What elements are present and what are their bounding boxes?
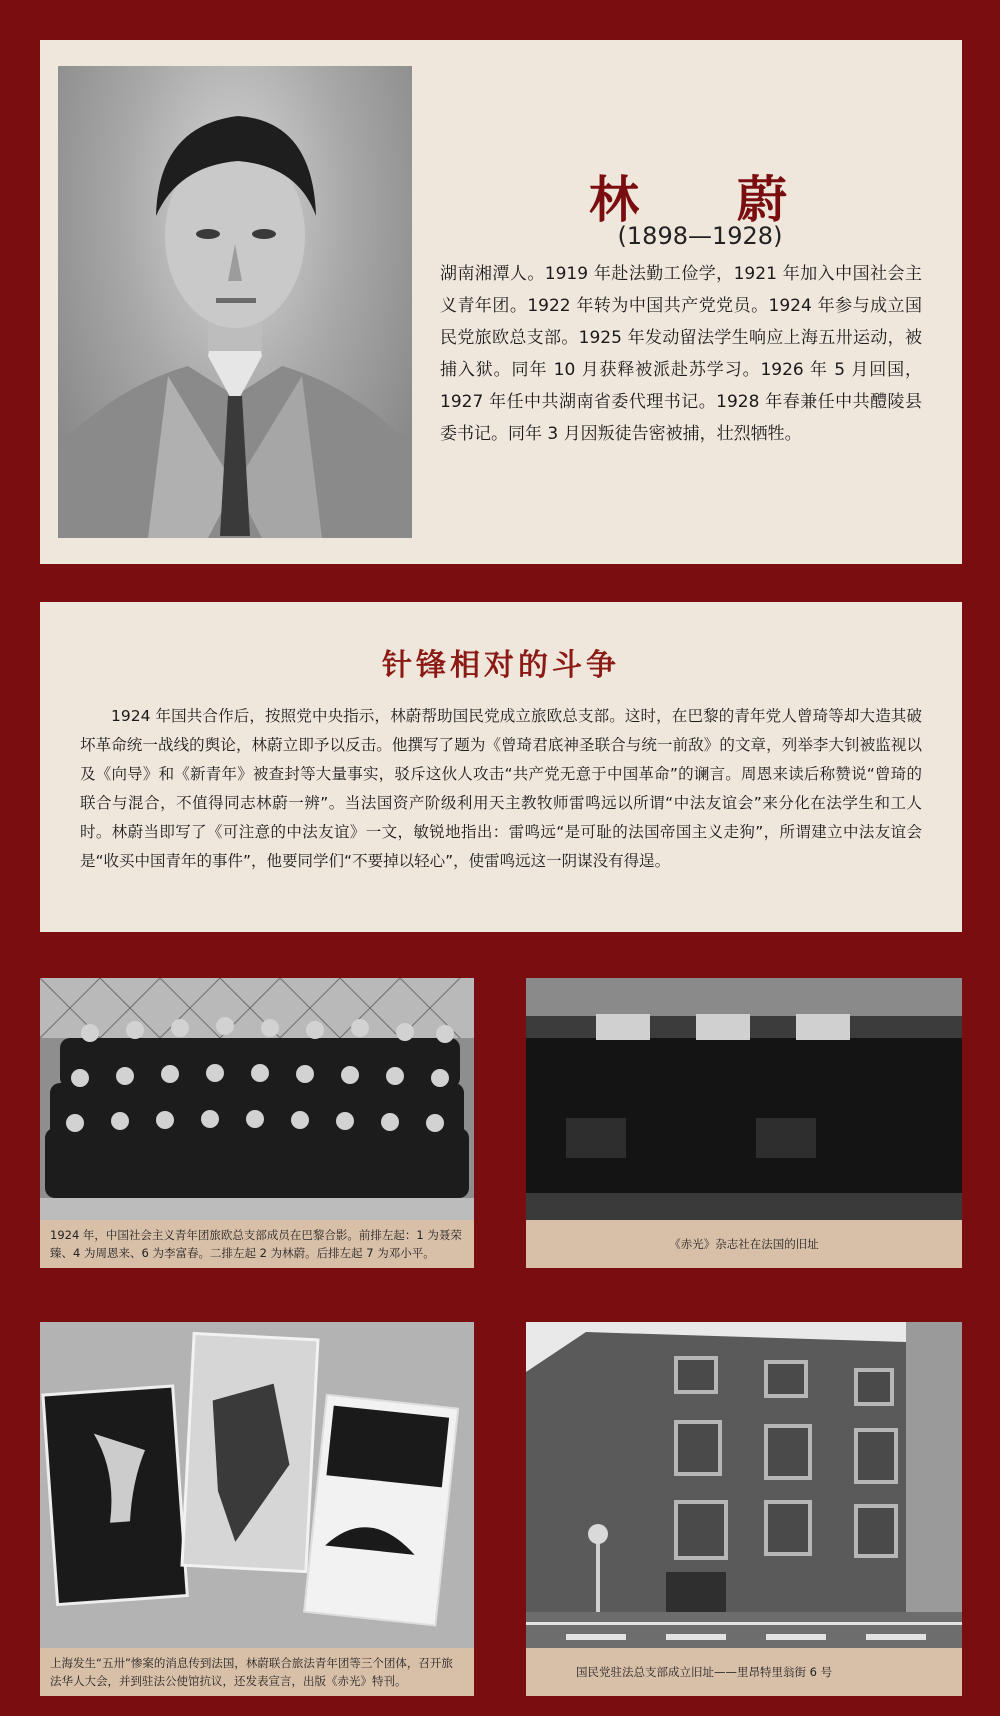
struggle-section-panel (40, 602, 962, 932)
portrait-photo (58, 66, 412, 538)
group-photo-card (40, 978, 474, 1268)
person-name: 林 蔚 (589, 170, 811, 229)
portrait-figure-image (58, 66, 412, 538)
group-photo-image (40, 978, 474, 1220)
posters-caption: 上海发生“五卅”惨案的消息传到法国，林蔚联合旅法青年团等三个团体，召开旅法华人大会，并到驻法公使馆抗议，还发表宣言，出版《赤光》特刊。 (40, 1648, 474, 1696)
group-photo (40, 978, 474, 1220)
biography-panel (40, 40, 962, 564)
chiguang-site-caption: 《赤光》杂志社在法国的旧址 (526, 1220, 962, 1268)
group-photo-caption: 1924 年，中国社会主义青年团旅欧总支部成员在巴黎合影。前排左起：1 为聂荣臻、4 为周恩来、6 为李富春。二排左起 2 为林蔚。后排左起 7 为邓小平。 (40, 1220, 474, 1268)
kmt-building-image (526, 1322, 962, 1648)
kmt-site-caption: 国民党驻法总支部成立旧址——里昂特里翁街 6 号 (526, 1648, 962, 1696)
chiguang-site-card (526, 978, 962, 1268)
life-years: (1898—1928) (617, 222, 783, 250)
posters-image (40, 1322, 474, 1648)
chiguang-site-photo (526, 978, 962, 1220)
posters-card (40, 1322, 474, 1696)
kmt-site-photo (526, 1322, 962, 1648)
biography-text: 湖南湘潭人。1919 年赴法勤工俭学，1921 年加入中国社会主义青年团。1922 年转为中国共产党党员。1924 年参与成立国民党旅欧总支部。1925 年发动留法学生响应上海五卅运动，被捕入狱。同年 10 月获释被派赴苏学习。1926 年 5 月回国，1927 年任中共湖南省委代理书记。1928 年春兼任中共醴陵县委书记。同年 3 月因叛徒告密被捕，壮烈牺牲。 (440, 264, 922, 444)
section-body-text: 1924 年国共合作后，按照党中央指示，林蔚帮助国民党成立旅欧总支部。这时，在巴黎的青年党人曾琦等却大造其破坏革命统一战线的舆论，林蔚立即予以反击。他撰写了题为《曾琦君底神圣联合与统一前敌》的文章，列举李大钊被监视以及《向导》和《新青年》被查封等大量事实，驳斥这伙人攻击“共产党无意于中国革命”的谰言。周恩来读后称赞说“曾琦的联合与混合，不值得同志林蔚一辨”。当法国资产阶级利用天主教牧师雷鸣远以所谓“中法友谊会”来分化在法学生和工人时。林蔚当即写了《可注意的中法友谊》一文，敏锐地指出：雷鸣远“是可耻的法国帝国主义走狗”，所谓建立中法友谊会是“收买中国青年的事件”，他要同学们“不要掉以轻心”，使雷鸣远这一阴谋没有得逞。 (80, 707, 922, 870)
posters-photo (40, 1322, 474, 1648)
section-title: 针锋相对的斗争 (382, 648, 620, 683)
chiguang-building-image (526, 978, 962, 1220)
kmt-site-card (526, 1322, 962, 1696)
